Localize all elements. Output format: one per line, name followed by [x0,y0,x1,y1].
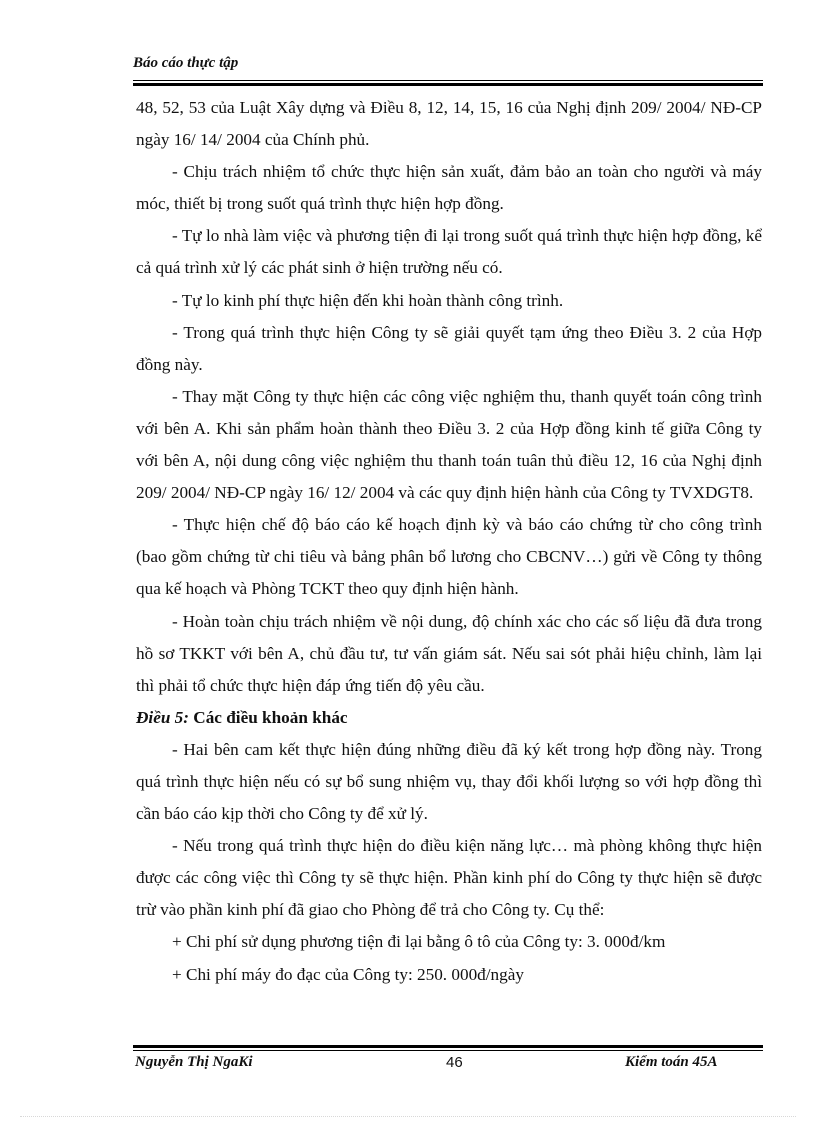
paragraph: 48, 52, 53 của Luật Xây dựng và Điều 8, 12, 14, 15, 16 của Nghị định 209/ 2004/ NĐ-CP ngày 16/ 14/ 2004 của Chính phủ. [136,98,762,150]
list-item: + Chi phí sử dụng phương tiện đi lại bằng ô tô của Công ty: 3. 000đ/km [172,932,666,952]
list-item: + Chi phí máy đo đạc của Công ty: 250. 000đ/ngày [172,964,524,984]
footer-class-name: Kiểm toán 45A [625,1054,718,1070]
paragraph: - Chịu trách nhiệm tổ chức thực hiện sản xuất, đảm bảo an toàn cho người và máy móc, thiết bị trong suốt quá trình thực hiện hợp đồng. [136,162,762,214]
footer-author: Nguyễn Thị NgaKi [135,1054,253,1070]
page-header-title: Báo cáo thực tập [133,55,239,71]
paragraph: - Trong quá trình thực hiện Công ty sẽ giải quyết tạm ứng theo Điều 3. 2 của Hợp đồng này. [136,322,762,374]
paragraph: - Thay mặt Công ty thực hiện các công việc nghiệm thu, thanh quyết toán công trình với bên A. Khi sản phẩm hoàn thành theo Điều 3. 2 của Hợp đồng kinh tế giữa Công ty với bên A, nội dung công việc nghiệm thu thanh toán tuân thủ điều 12, 16 của Nghị định 209/ 2004/ NĐ-CP ngày 16/ 12/ 2004 và các quy định hiện hành của Công ty TVXDGT8. [136,386,762,503]
header-rule-thick [133,83,763,86]
paragraph: - Tự lo kinh phí thực hiện đến khi hoàn thành công trình. [172,290,564,310]
paragraph: - Hoàn toàn chịu trách nhiệm về nội dung, độ chính xác cho các số liệu đã đưa trong hồ sơ TKKT với bên A, chủ đầu tư, tư vấn giám sát. Nếu sai sót phải hiệu chỉnh, làm lại thì phải tổ chức thực hiện đáp ứng tiến độ yêu cầu. [136,611,762,695]
paragraph: - Hai bên cam kết thực hiện đúng những điều đã ký kết trong hợp đồng này. Trong quá trình thực hiện nếu có sự bổ sung nhiệm vụ, thay đổi khối lượng so với hợp đồng thì cần báo cáo kịp thời cho Công ty để xử lý. [136,739,762,824]
header-rule-thin [133,80,763,81]
paragraph: - Nếu trong quá trình thực hiện do điều kiện năng lực… mà phòng không thực hiện được các công việc thì Công ty sẽ thực hiện. Phần kinh phí do Công ty thực hiện sẽ được trừ vào phần kinh phí đã giao cho Phòng để trả cho Công ty. Cụ thể: [136,836,762,920]
footer-rule-thick [133,1045,763,1048]
footer-rule-thin [133,1050,763,1051]
article-title: Các điều khoản khác [189,707,348,727]
paragraph: - Thực hiện chế độ báo cáo kế hoạch định kỳ và báo cáo chứng từ cho công trình (bao gồm chứng từ chi tiêu và bảng phân bổ lương cho CBCNV…) gửi về Công ty thông qua kế hoạch và Phòng TCKT theo quy định hiện hành. [136,515,762,599]
page-number: 46 [446,1054,463,1071]
page-bottom-dotted-divider [20,1116,796,1117]
page-body [136,92,762,991]
article-heading [136,702,762,734]
paragraph: - Tự lo nhà làm việc và phương tiện đi lại trong suốt quá trình thực hiện hợp đồng, kể cả quá trình xử lý các phát sinh ở hiện trường nếu có. [136,226,762,278]
article-number: Điều 5: [136,707,189,727]
